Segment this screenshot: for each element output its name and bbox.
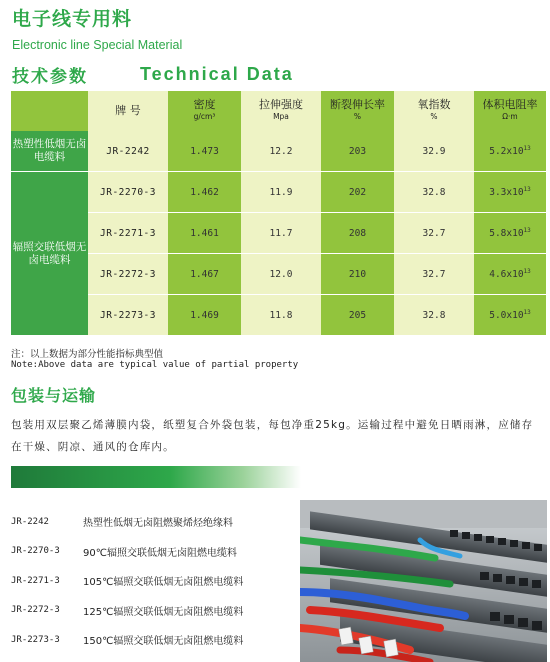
- header-oxygen: 氧指数 %: [394, 91, 474, 131]
- cell-oxygen: 32.8: [394, 295, 474, 336]
- cell-code: JR-2270-3: [88, 172, 168, 213]
- cell-elongation: 208: [321, 213, 394, 254]
- cell-oxygen: 32.8: [394, 172, 474, 213]
- header-resistivity: 体积电阻率 Ω·m: [474, 91, 546, 131]
- cell-code: JR-2273-3: [88, 295, 168, 336]
- product-desc: 热塑性低烟无卤阻燃聚烯烃绝缘料: [83, 518, 233, 530]
- cell-oxygen: 32.7: [394, 254, 474, 295]
- header-code: 牌 号: [88, 91, 168, 131]
- category-thermoplastic: 热塑性低烟无卤电缆料: [11, 131, 88, 172]
- cell-tensile: 11.9: [241, 172, 321, 213]
- technical-data-table: [11, 91, 546, 335]
- list-item: [11, 566, 301, 596]
- header-elongation: 断裂伸长率 %: [321, 91, 394, 131]
- cell-density: 1.461: [168, 213, 241, 254]
- green-divider-bar: [11, 466, 301, 488]
- cell-tensile: 11.8: [241, 295, 321, 336]
- table-row: [11, 295, 546, 336]
- category-irradiation: 辐照交联低烟无卤电缆料: [11, 172, 88, 336]
- section-title-en: Technical Data: [140, 64, 294, 84]
- product-desc: 90℃辐照交联低烟无卤阻燃电缆料: [83, 547, 237, 559]
- cell-resistivity: $3.3x10^{13}$: [474, 172, 546, 213]
- cell-oxygen: 32.9: [394, 131, 474, 172]
- cell-elongation: 203: [321, 131, 394, 172]
- cell-resistivity: $4.6x10^{13}$: [474, 254, 546, 295]
- product-list: [11, 507, 301, 655]
- cell-elongation: 202: [321, 172, 394, 213]
- cell-elongation: 205: [321, 295, 394, 336]
- packaging-text: 包装用双层聚乙烯薄膜内袋，纸塑复合外袋包装，每包净重25kg。运输过程中避免日晒雨淋，应储存在干燥、阴凉、通风的仓库内。: [11, 419, 534, 453]
- cell-code: JR-2271-3: [88, 213, 168, 254]
- product-desc: 150℃辐照交联低烟无卤阻燃电缆料: [83, 636, 244, 648]
- table-note-cn: 注：以上数据为部分性能指标典型值: [11, 349, 164, 360]
- product-desc: 125℃辐照交联低烟无卤阻燃电缆料: [83, 606, 244, 618]
- header-corner: [11, 91, 88, 131]
- list-item: [11, 507, 301, 537]
- cell-tensile: 12.0: [241, 254, 321, 295]
- product-code: JR-2272-3: [11, 605, 60, 616]
- cell-oxygen: 32.7: [394, 213, 474, 254]
- cell-code: JR-2272-3: [88, 254, 168, 295]
- table-header-row: [11, 91, 546, 131]
- packaging-title: 包装与运输: [11, 386, 97, 405]
- list-item: [11, 625, 301, 655]
- list-item: [11, 537, 301, 567]
- product-code: JR-2242: [11, 516, 49, 527]
- table-note-en: Note:Above data are typical value of partial property: [11, 360, 299, 370]
- product-code: JR-2273-3: [11, 634, 60, 645]
- product-code: JR-2270-3: [11, 546, 60, 557]
- cell-resistivity: $5.2x10^{13}$: [474, 131, 546, 172]
- table-row: [11, 213, 546, 254]
- product-desc: 105℃辐照交联低烟无卤阻燃电缆料: [83, 577, 244, 589]
- page-subtitle: Electronic line Special Material: [12, 38, 183, 52]
- table-row: [11, 131, 546, 172]
- cell-elongation: 210: [321, 254, 394, 295]
- cell-tensile: 11.7: [241, 213, 321, 254]
- header-density: 密度 g/cm³: [168, 91, 241, 131]
- page-title: 电子线专用料: [12, 8, 133, 30]
- cell-resistivity: $5.8x10^{13}$: [474, 213, 546, 254]
- network-cables-photo: [300, 500, 547, 662]
- cell-density: 1.462: [168, 172, 241, 213]
- table-row: [11, 172, 546, 213]
- cell-density: 1.467: [168, 254, 241, 295]
- cell-tensile: 12.2: [241, 131, 321, 172]
- section-title-cn: 技术参数: [12, 67, 88, 87]
- header-tensile: 拉伸强度 Mpa: [241, 91, 321, 131]
- cell-resistivity: $5.0x10^{13}$: [474, 295, 546, 336]
- product-code: JR-2271-3: [11, 575, 60, 586]
- list-item: [11, 596, 301, 626]
- cell-density: 1.473: [168, 131, 241, 172]
- cell-density: 1.469: [168, 295, 241, 336]
- table-row: [11, 254, 546, 295]
- cell-code: JR-2242: [88, 131, 168, 172]
